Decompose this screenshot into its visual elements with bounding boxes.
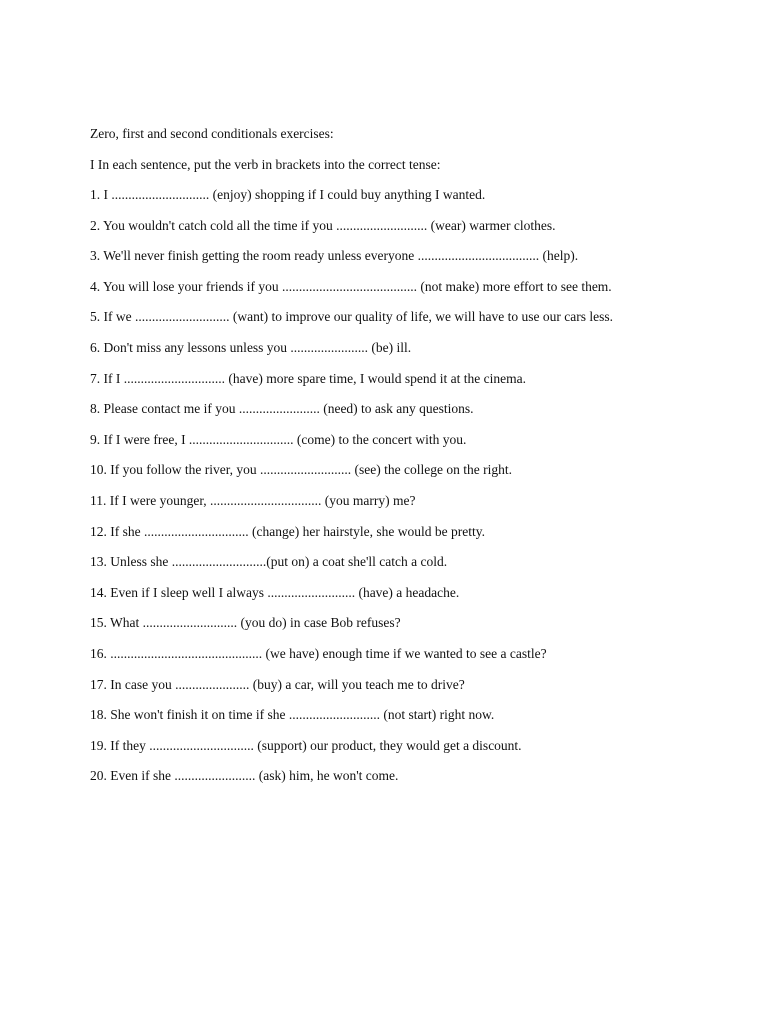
exercise-item-2: 2. You wouldn't catch cold all the time if you ........................... (wear) warmer clothes. bbox=[90, 217, 556, 233]
exercise-item-20: 20. Even if she ........................ (ask) him, he won't come. bbox=[90, 768, 399, 784]
exercise-item-13: 13. Unless she ............................(put on) a coat she'll catch a cold. bbox=[90, 554, 448, 570]
exercise-instruction: I In each sentence, put the verb in brackets into the correct tense: bbox=[90, 156, 441, 172]
document-content bbox=[90, 126, 730, 799]
exercise-item-8: 8. Please contact me if you ........................ (need) to ask any questions. bbox=[90, 401, 474, 417]
exercise-item-5: 5. If we ............................ (want) to improve our quality of life, we will have to use our cars less. bbox=[90, 309, 614, 325]
exercise-item-16: 16. ............................................. (we have) enough time if we wanted to see a castle? bbox=[90, 645, 547, 661]
exercise-item-15: 15. What ............................ (you do) in case Bob refuses? bbox=[90, 615, 401, 631]
exercise-item-9: 9. If I were free, I ............................... (come) to the concert with you. bbox=[90, 431, 467, 447]
exercise-item-10: 10. If you follow the river, you ........................... (see) the college on the right. bbox=[90, 462, 512, 478]
exercise-item-12: 12. If she ............................... (change) her hairstyle, she would be pretty. bbox=[90, 523, 486, 539]
exercise-item-6: 6. Don't miss any lessons unless you ....................... (be) ill. bbox=[90, 339, 412, 355]
document-title: Zero, first and second conditionals exercises: bbox=[90, 126, 334, 141]
exercise-item-7: 7. If I .............................. (have) more spare time, I would spend it at the cinema. bbox=[90, 370, 527, 386]
exercise-item-18: 18. She won't finish it on time if she ........................... (not start) right now. bbox=[90, 707, 495, 723]
exercise-item-3: 3. We'll never finish getting the room ready unless everyone .................................... (help). bbox=[90, 248, 579, 264]
exercise-item-1: 1. I ............................. (enjoy) shopping if I could buy anything I wanted. bbox=[90, 187, 486, 202]
exercise-list bbox=[90, 187, 730, 784]
exercise-item-11: 11. If I were younger, ................................. (you marry) me? bbox=[90, 492, 416, 508]
exercise-item-4: 4. You will lose your friends if you ........................................ (not make) more effort to see them. bbox=[90, 278, 612, 294]
exercise-item-17: 17. In case you ...................... (buy) a car, will you teach me to drive? bbox=[90, 676, 465, 692]
exercise-item-19: 19. If they ............................... (support) our product, they would get a discount. bbox=[90, 737, 522, 753]
exercise-item-14: 14. Even if I sleep well I always .......................... (have) a headache. bbox=[90, 584, 460, 600]
